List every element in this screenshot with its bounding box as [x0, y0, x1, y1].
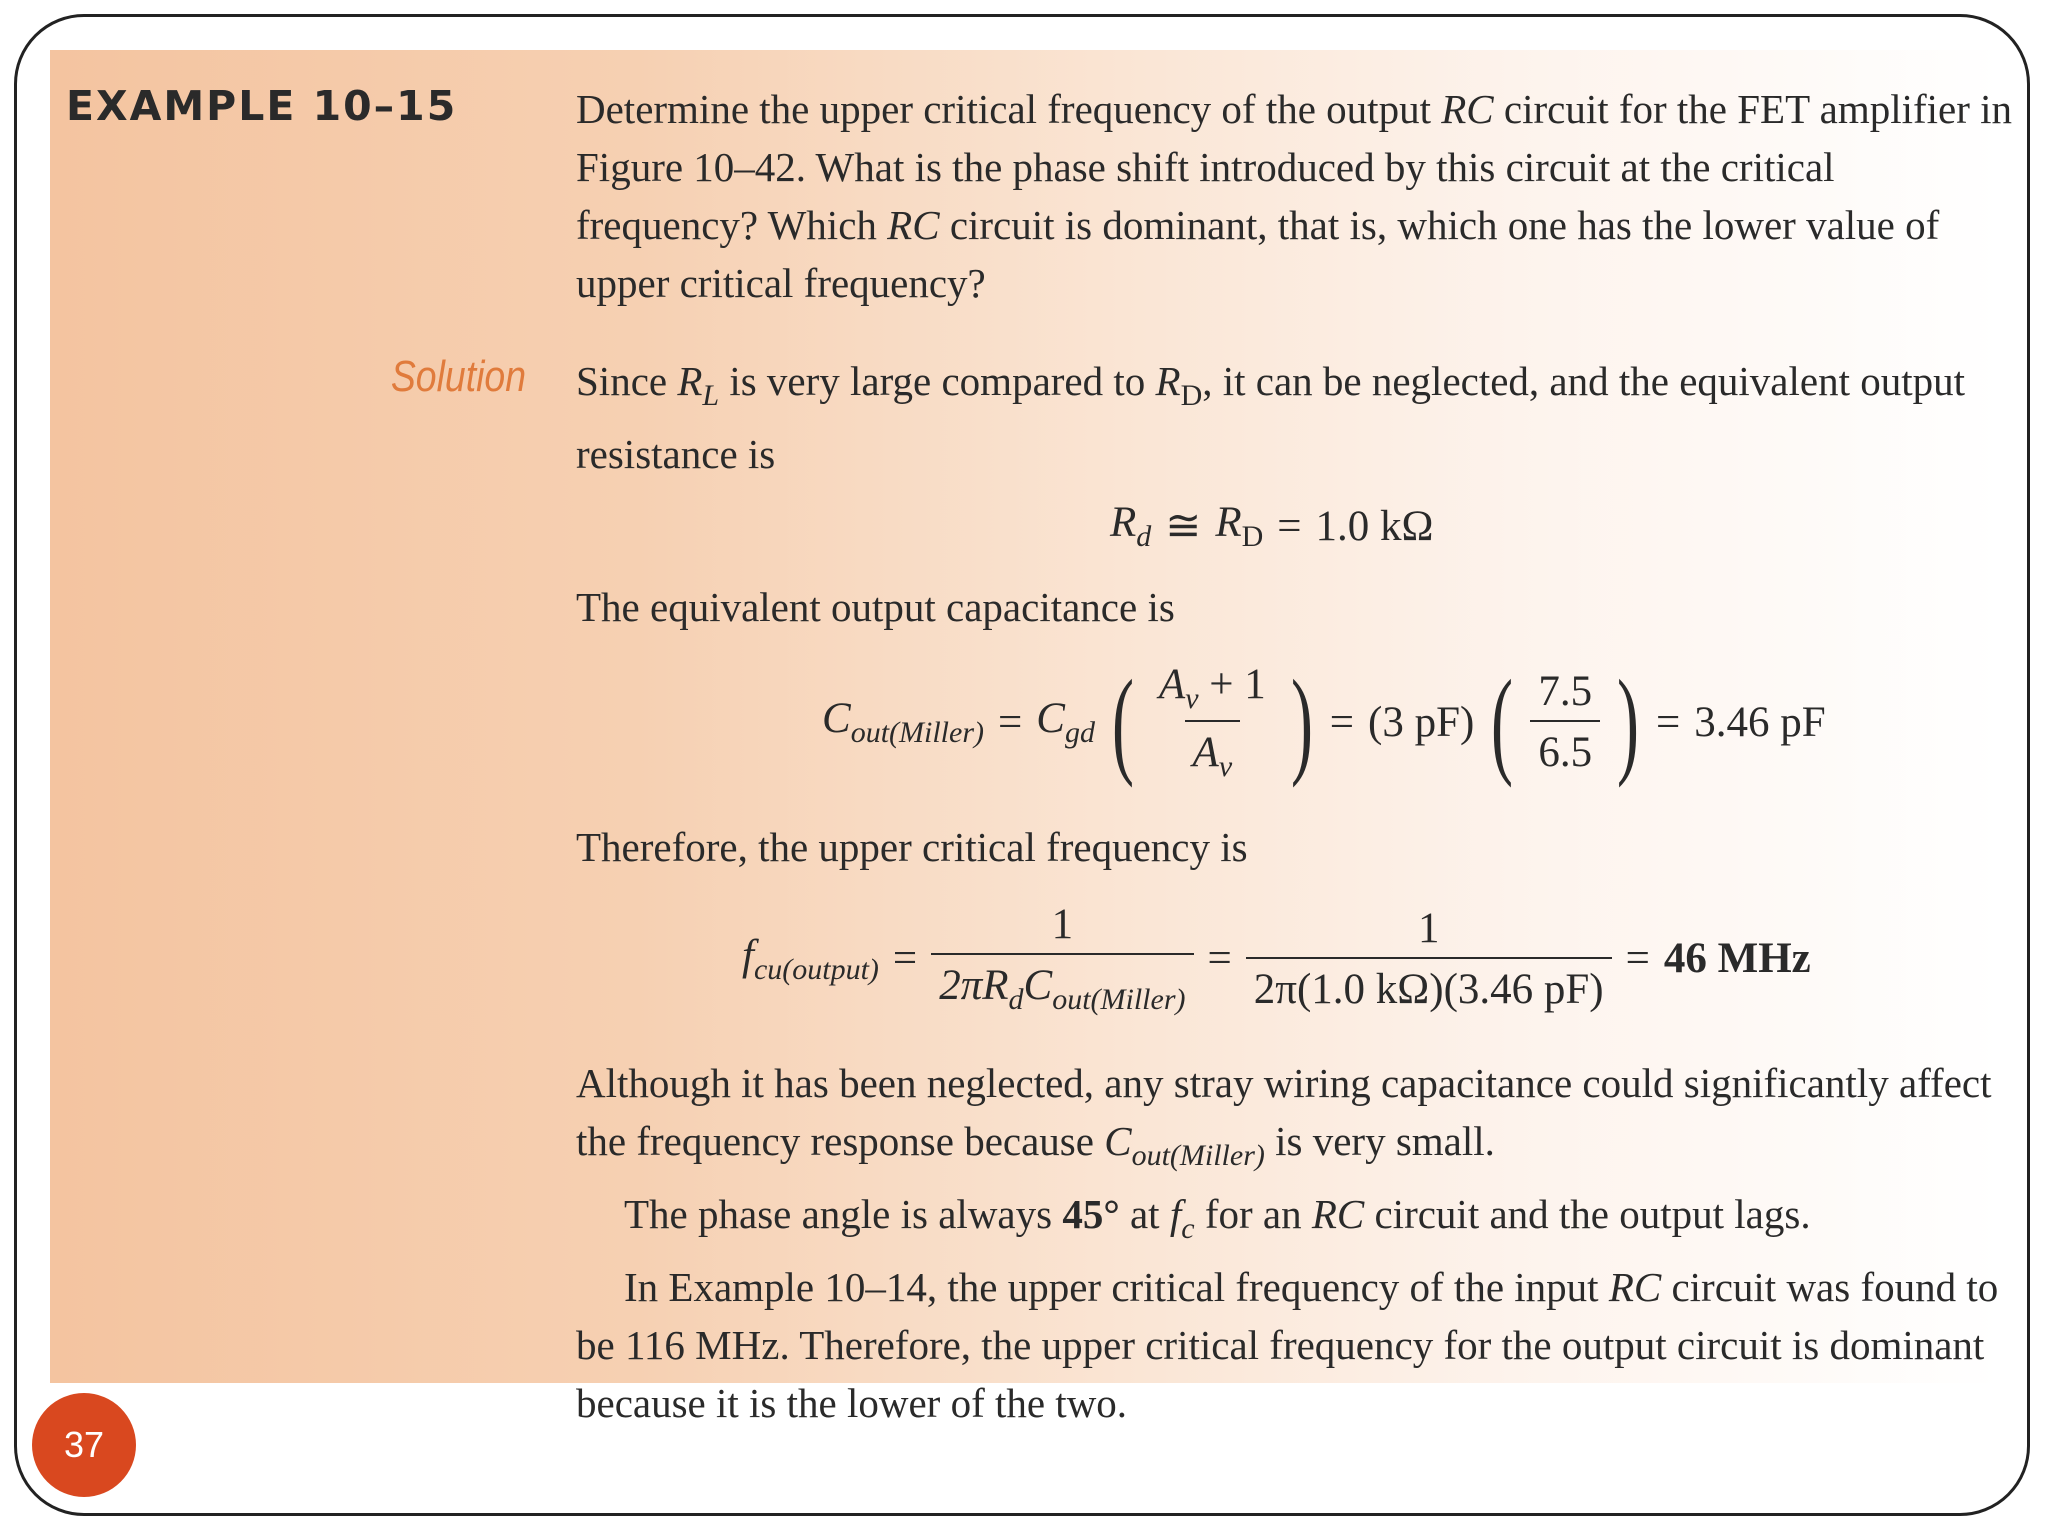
- equation-miller-capacitance: $C_{out(Miller)}$ = $C_{gd}$ ( $\frac{A_v + 1}{A_v}$ ) = (3 pF) ( $\frac{7.5}{6.5}$ ) = 3.46 pF: [822, 655, 1826, 788]
- frequency-text: Therefore, the upper critical frequency is: [576, 824, 1248, 870]
- conclusion-text: Although it has been neglected, any stray wiring capacitance could significantly affect the frequency response because $C_{out(Miller)}$ is very small. The phase angle is always 45° at $f_c$ for an RC circuit and the output lags. In Example 10–14, the upper critical frequency of the input RC circuit was found to be 116 MHz. Therefore, the upper critical frequency for the output circuit is dominant because it is the lower of the two.: [576, 1060, 1999, 1426]
- problem-statement: Determine the upper critical frequency of the output RC circuit for the FET amplifier in Figure 10–42. What is the phase shift introduced by this circuit at the critical frequency? Which RC circuit is dominant, that is, which one has the lower value of upper critical frequency?: [576, 86, 2013, 306]
- example-heading: EXAMPLE 10–15: [66, 82, 458, 130]
- equation-output-resistance: $R_d$ ≅ $R_D$ = 1.0 kΩ: [1110, 499, 1434, 553]
- solution-label: Solution: [390, 352, 526, 401]
- capacitance-text: The equivalent output capacitance is: [576, 584, 1175, 630]
- page-number-badge: 37: [32, 1393, 136, 1497]
- equation-critical-frequency: $f_{cu(output)}$ = $\frac{1}{2\pi R_dC_{out(Miller)}}$ = $\frac{1}{2\pi(1.0 k\Omega)(3.46 pF)}$ = 46 MHz: [742, 901, 1811, 1016]
- solution-intro: Since $R_L$ is very large compared to $R_D$, it can be neglected, and the equivalent output resistance is: [576, 358, 1966, 477]
